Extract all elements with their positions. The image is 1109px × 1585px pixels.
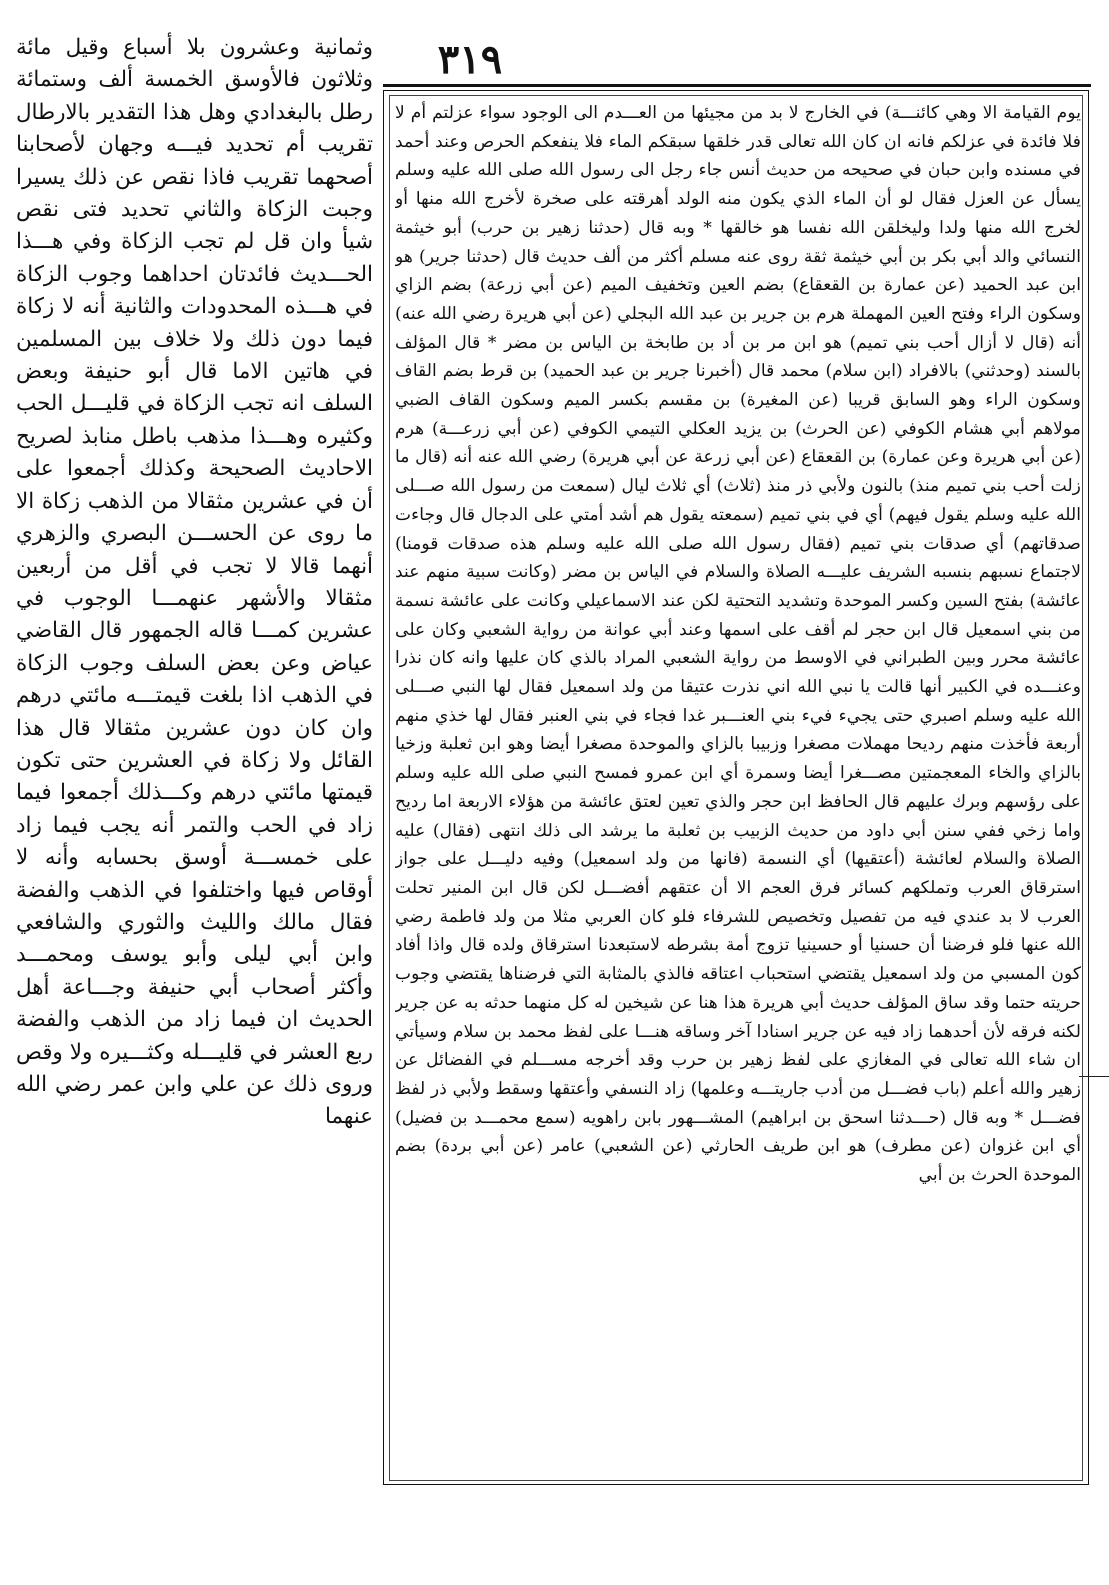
margin-commentary-text: وثمانية وعشرون بلا أسباع وقيل مائة وثلاثون فالأوسق الخمسة ألف وستمائة رطل بالبغدادي وهل هذا التقدير بالارطال تقريب أم تحديد فيـــه وجهان لأصحابنا أصحهما تقريب فاذا نقص عن ذلك يسيرا وجبت الزكاة والثاني تحديد فتى نقص شيأ وان قل لم تجب الزكاة وفي هـــذا الحـــديث فائدتان احداهما وجوب الزكاة في هـــذه المحدودات والثانية أنه لا زكاة فيما دون ذلك ولا خلاف بين المسلمين في هاتين الاما قال أبو حنيفة وبعض السلف انه تجب الزكاة في قليـــل الحب وكثيره وهـــذا مذهب باطل منابذ لصريح الاحاديث الصحيحة وكذلك أجمعوا على أن في عشرين مثقالا من الذهب زكاة الا ما روى عن الحســـن البصري والزهري أنهما قالا لا تجب في أقل من أربعين مثقالا والأشهر عنهمـــا الوجوب في عشرين كمـــا قاله الجمهور قال القاضي عياض وعن بعض السلف وجوب الزكاة في الذهب اذا بلغت قيمتـــه مائتي درهم وان كان دون عشرين مثقالا قال هذا القائل ولا زكاة في العشرين حتى تكون قيمتها مائتي درهم وكـــذلك أجمعوا فيما زاد في الحب والتمر أنه يجب فيما زاد على خمســـة أوسق بحسابه وأنه لا أوقاص فيها واختلفوا في الذهب والفضة فقال مالك والليث والثوري والشافعي وابن أبي ليلى وأبو يوسف ومحمـــد وأكثر أصحاب أبي حنيفة وجـــاعة أهل الحديث ان فيما زاد من الذهب والفضة ربع العشر في قليـــله وكثـــيره ولا وقص وروى ذلك عن علي وابن عمر رضي الله عنهما [16,35,373,1130]
page-number: ٣١٩ [437,36,503,83]
margin-pointer-line [1079,1076,1109,1077]
main-commentary-column [395,99,1081,1479]
margin-commentary-column [16,32,373,1472]
main-top-rule [383,84,1091,87]
main-commentary-text: يوم القيامة الا وهي كائنـــة) في الخارج لا بد من مجيئها من العـــدم الى الوجود سواء عزلتم أم لا فلا فائدة في عزلكم فانه ان كان الله تعالى قدر خلقها سبقكم الماء فلا ينفعكم الحرص وعند أحمد في مسنده وابن حبان في صحيحه من حديث أنس جاء رجل الى رسول الله صلى الله عليه وسلم يسأل عن العزل فقال لو أن الماء الذي يكون منه الولد أهرقته على صخرة لأخرج الله منها أو لخرج الله منها ولدا وليخلقن الله نفسا هو خالقها * وبه قال (حدثنا زهير بن حرب) أبو خيثمة النسائي والد أبي بكر بن أبي خيثمة ثقة روى عنه مسلم أكثر من ألف حديث قال (حدثنا جرير) هو ابن عبد الحميد (عن عمارة بن القعقاع) بضم العين وتخفيف الميم (عن أبي زرعة) بضم الزاي وسكون الراء وفتح العين المهملة هرم بن جرير بن عبد الله البجلي (عن أبي هريرة رضي الله عنه) أنه (قال لا أزال أحب بني تميم) هو ابن مر بن أد بن طابخة بن الياس بن مضر * قال المؤلف بالسند (وحدثني) بالافراد (ابن سلام) محمد قال (أخبرنا جرير بن عبد الحميد) بن قرط بضم القاف وسكون الراء وهو السابق قريبا (عن المغيرة) بن مقسم بكسر الميم وسكون القاف الضبي مولاهم أبي هشام الكوفي (عن الحرث) بن يزيد العكلي التيمي الكوفي (عن أبي زرعـــة) هرم (عن أبي هريرة وعن عمارة) بن القعقاع (عن أبي زرعة عن أبي هريرة) رضي الله عنه أنه (قال ما زلت أحب بني تميم منذ) بالنون ولأبي ذر منذ (ثلاث) أي ثلاث ليال (سمعت من رسول الله صـــلى الله عليه وسلم يقول فيهم) أي في بني تميم (سمعته يقول هم أشد أمتي على الدجال قال وجاءت صدقاتهم) أي صدقات بني تميم (فقال رسول الله صلى الله عليه وسلم هذه صدقات قومنا) لاجتماع نسبهم بنسبه الشريف عليـــه الصلاة والسلام في الياس بن مضر (وكانت سبية منهم عند عائشة) بفتح السين وكسر الموحدة وتشديد التحتية لكن عند الاسماعيلي وكانت على عائشة نسمة من بني اسمعيل قال ابن حجر لم أقف على اسمها وعند أبي عوانة من رواية الشعبي وكان على عائشة محرر وبين الطبراني في الاوسط من رواية الشعبي المراد بالذي كان عليها وانه كان نذرا وعنـــده في الكبير أنها قالت يا نبي الله اني نذرت عتيقا من ولد اسمعيل فقال لها النبي صـــلى الله عليه وسلم اصبري حتى يجيء فيء بني العنـــبر غدا فجاء في بني العنبر فقال لها خذي منهم أربعة فأخذت منهم رديحا مهملات مصغرا وزبيبا بالزاي والموحدة مصغرا أيضا وهو ابن ثعلبة وزخيا بالزاي والخاء المعجمتين مصـــغرا أيضا وسمرة أي ابن عمرو فمسح النبي صلى الله عليه وسلم على رؤسهم وبرك عليهم قال الحافظ ابن حجر والذي تعين لعتق عائشة من هؤلاء الاربعة اما رديح واما زخي ففي سنن أبي داود من حديث الزبيب بن ثعلبة ما يرشد الى ذلك انتهى (فقال) عليه الصلاة والسلام لعائشة (أعتقيها) أي النسمة (فانها من ولد اسمعيل) وفيه دليـــل على جواز استرقاق العرب وتملكهم كسائر فرق العجم الا أن عتقهم أفضـــل لكن قال ابن المنير تحلت العرب لا بد عندي فيه من تفصيل وتخصيص للشرفاء فلو كان العربي مثلا من ولد فاطمة رضي الله عنها فلو فرضنا أن حسنيا أو حسينيا تزوج أمة بشرطه لاستبعدنا استرقاق ولده قال واذا أفاد كون المسبي من ولد اسمعيل يقتضي استحباب اعتاقه فالذي بالمثابة التي فرضناها يقتضي وجوب حريته حتما وقد ساق المؤلف حديث أبي هريرة هذا هنا عن شيخين له كل منهما حدثه به عن جرير لكنه فرقه لأن أحدهما زاد فيه عن جرير اسنادا آخر وساقه هنـــا على لفظ محمد بن سلام وسيأتي ان شاء الله تعالى في المغازي على لفظ زهير بن حرب وقد أخرجه مســـلم في الفضائل عن زهير والله أعلم (باب فضـــل من أدب جاريتـــه وعلمها) زاد النسفي وأعتقها وسقط ولأبي ذر لفظ فضـــل * وبه قال (حـــدثنا اسحق بن ابراهيم) المشـــهور بابن راهويه (سمع محمـــد بن فضيل) أي ابن غزوان (عن مطرف) هو ابن طريف الحارثي (عن الشعبي) عامر (عن أبي بردة) بضم الموحدة الحرث بن أبي [395,103,1081,1186]
